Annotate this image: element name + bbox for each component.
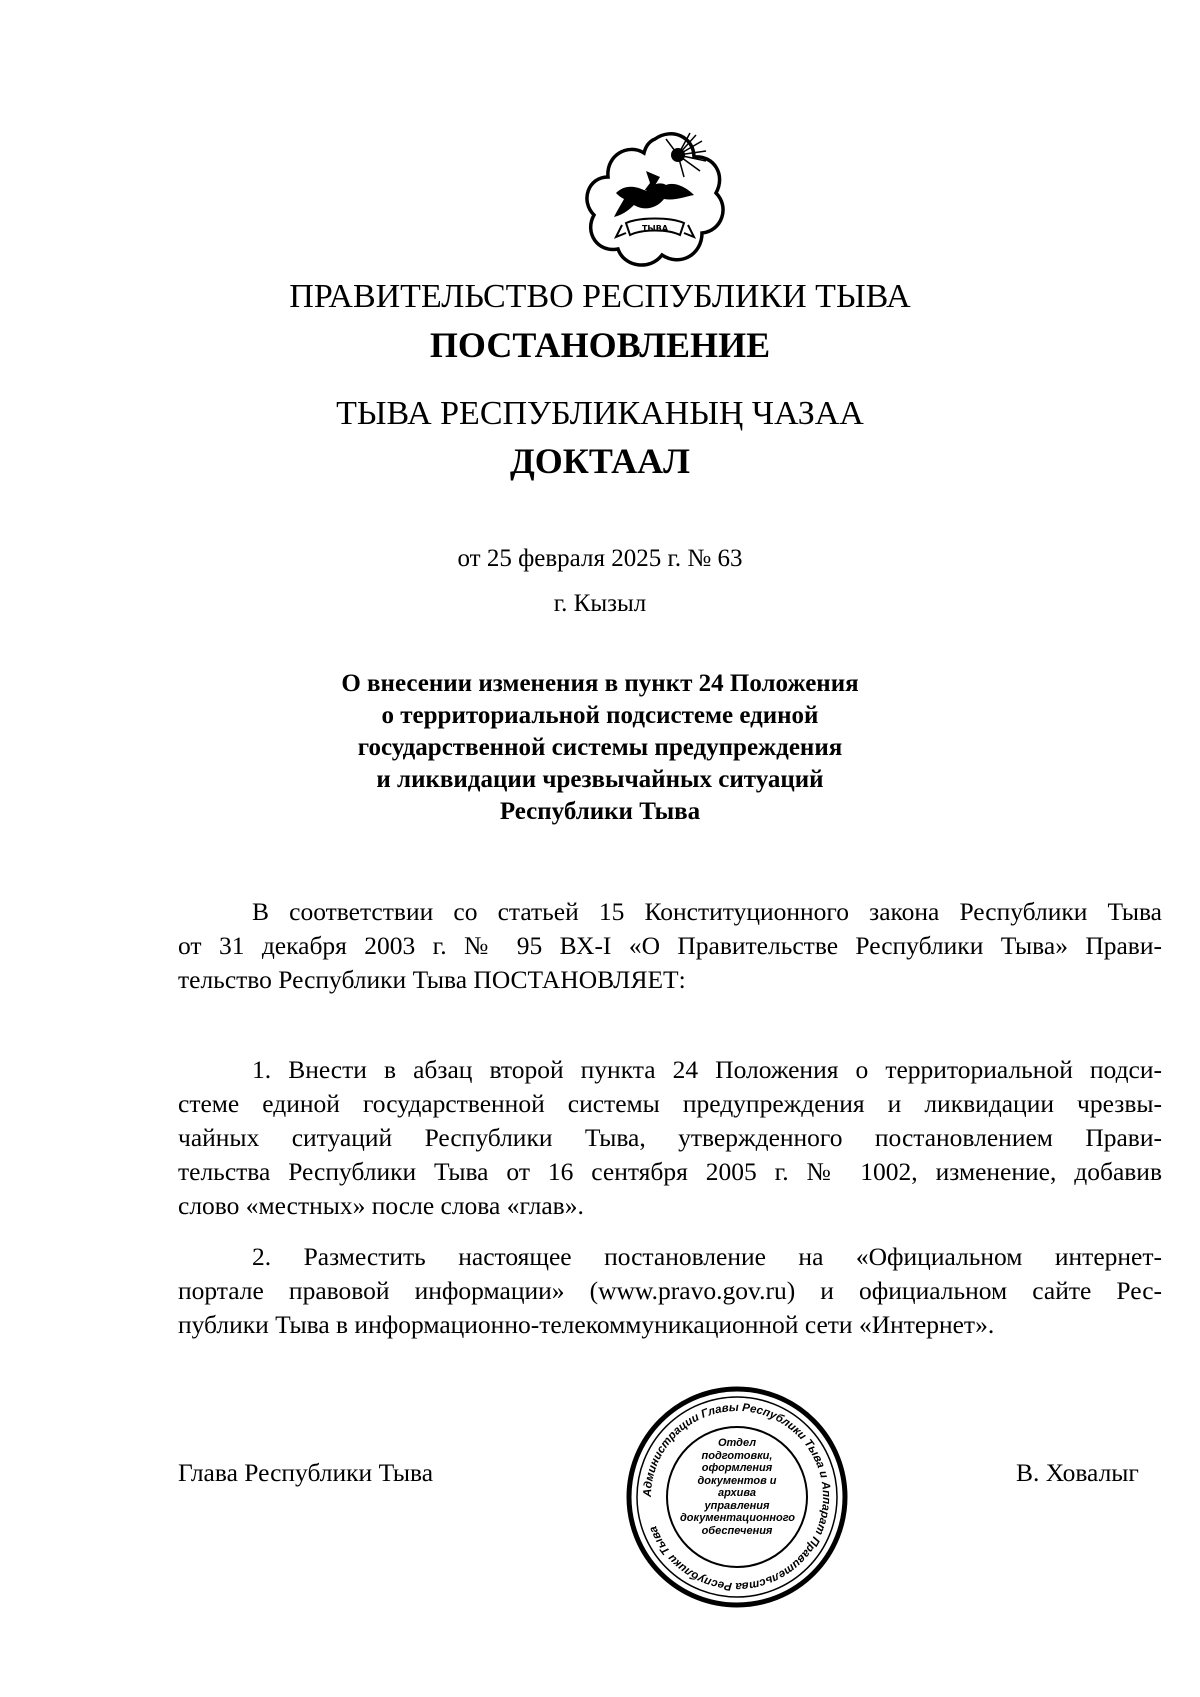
government-title: ПРАВИТЕЛЬСТВО РЕСПУБЛИКИ ТЫВА xyxy=(289,278,911,315)
title-line: государственной системы предупреждения xyxy=(357,734,843,761)
svg-text:Администрации Главы Республики: Администрации Главы Республики Тыва и Аппарат Правительства Республики Тыва xyxy=(641,1401,833,1593)
body-line: тельство Республики Тыва ПОСТАНОВЛЯЕТ: xyxy=(178,965,686,994)
document-type: ПОСТАНОВЛЕНИЕ xyxy=(429,325,771,365)
body-line: портале правовой информации» (www.pravo.gov.ru) и официальном сайте Рес- xyxy=(178,1276,1162,1305)
title-line: и ликвидации чрезвычайных ситуаций xyxy=(376,766,824,793)
stamp-line: подготовки, xyxy=(701,1449,773,1462)
stamp-line: Отдел xyxy=(717,1437,757,1449)
body-line: от 31 декабря 2003 г. № 95 ВХ-I «О Правительстве Республики Тыва» Прави- xyxy=(178,931,1162,960)
stamp-line: обеспечения xyxy=(701,1524,773,1537)
svg-text:ТЫВА: ТЫВА xyxy=(641,224,669,233)
body-line: 2. Разместить настоящее постановление на «Официальном интернет- xyxy=(252,1242,1162,1271)
coat-of-arms-icon xyxy=(580,125,730,275)
body-line: слово «местных» после слова «глав». xyxy=(178,1191,584,1220)
body-line: стеме единой государственной системы предупреждения и ликвидации чрезвы- xyxy=(178,1089,1162,1118)
document-type-tuvan: ДОКТААЛ xyxy=(510,441,690,481)
stamp-line: управления xyxy=(704,1499,770,1512)
stamp-line: оформления xyxy=(701,1462,773,1474)
clause-1 xyxy=(178,1053,1162,1223)
body-line: публики Тыва в информационно-телекоммуникационной сети «Интернет». xyxy=(178,1310,995,1339)
document-title xyxy=(0,668,1200,828)
document-city: г. Кызыл xyxy=(553,590,647,617)
stamp-inner-text xyxy=(680,1437,794,1537)
title-line: о территориальной подсистеме единой xyxy=(381,702,819,729)
official-stamp xyxy=(622,1382,852,1612)
signatory-position: Глава Республики Тыва xyxy=(178,1458,434,1487)
stamp-line: документационного xyxy=(680,1512,796,1524)
body-line: чайных ситуаций Республики Тыва, утвержденного постановлением Прави- xyxy=(178,1123,1162,1152)
document-date-number: от 25 февраля 2025 г. № 63 xyxy=(457,545,743,572)
body-line: В соответствии со статьей 15 Конституционного закона Республики Тыва xyxy=(252,897,1162,926)
preamble-paragraph xyxy=(178,895,1162,997)
body-line: 1. Внести в абзац второй пункта 24 Положения о территориальной подси- xyxy=(252,1055,1162,1084)
title-line: О внесении изменения в пункт 24 Положения xyxy=(341,670,859,697)
body-line: тельства Республики Тыва от 16 сентября 2005 г. № 1002, изменение, добавив xyxy=(178,1157,1162,1186)
government-title-tuvan: ТЫВА РЕСПУБЛИКАНЫҢ ЧАЗАА xyxy=(336,395,864,432)
clause-2 xyxy=(178,1240,1162,1342)
title-line: Республики Тыва xyxy=(499,798,701,825)
signatory-name: В. Ховалыг xyxy=(1016,1458,1139,1487)
stamp-line: документов и архива xyxy=(697,1474,777,1499)
